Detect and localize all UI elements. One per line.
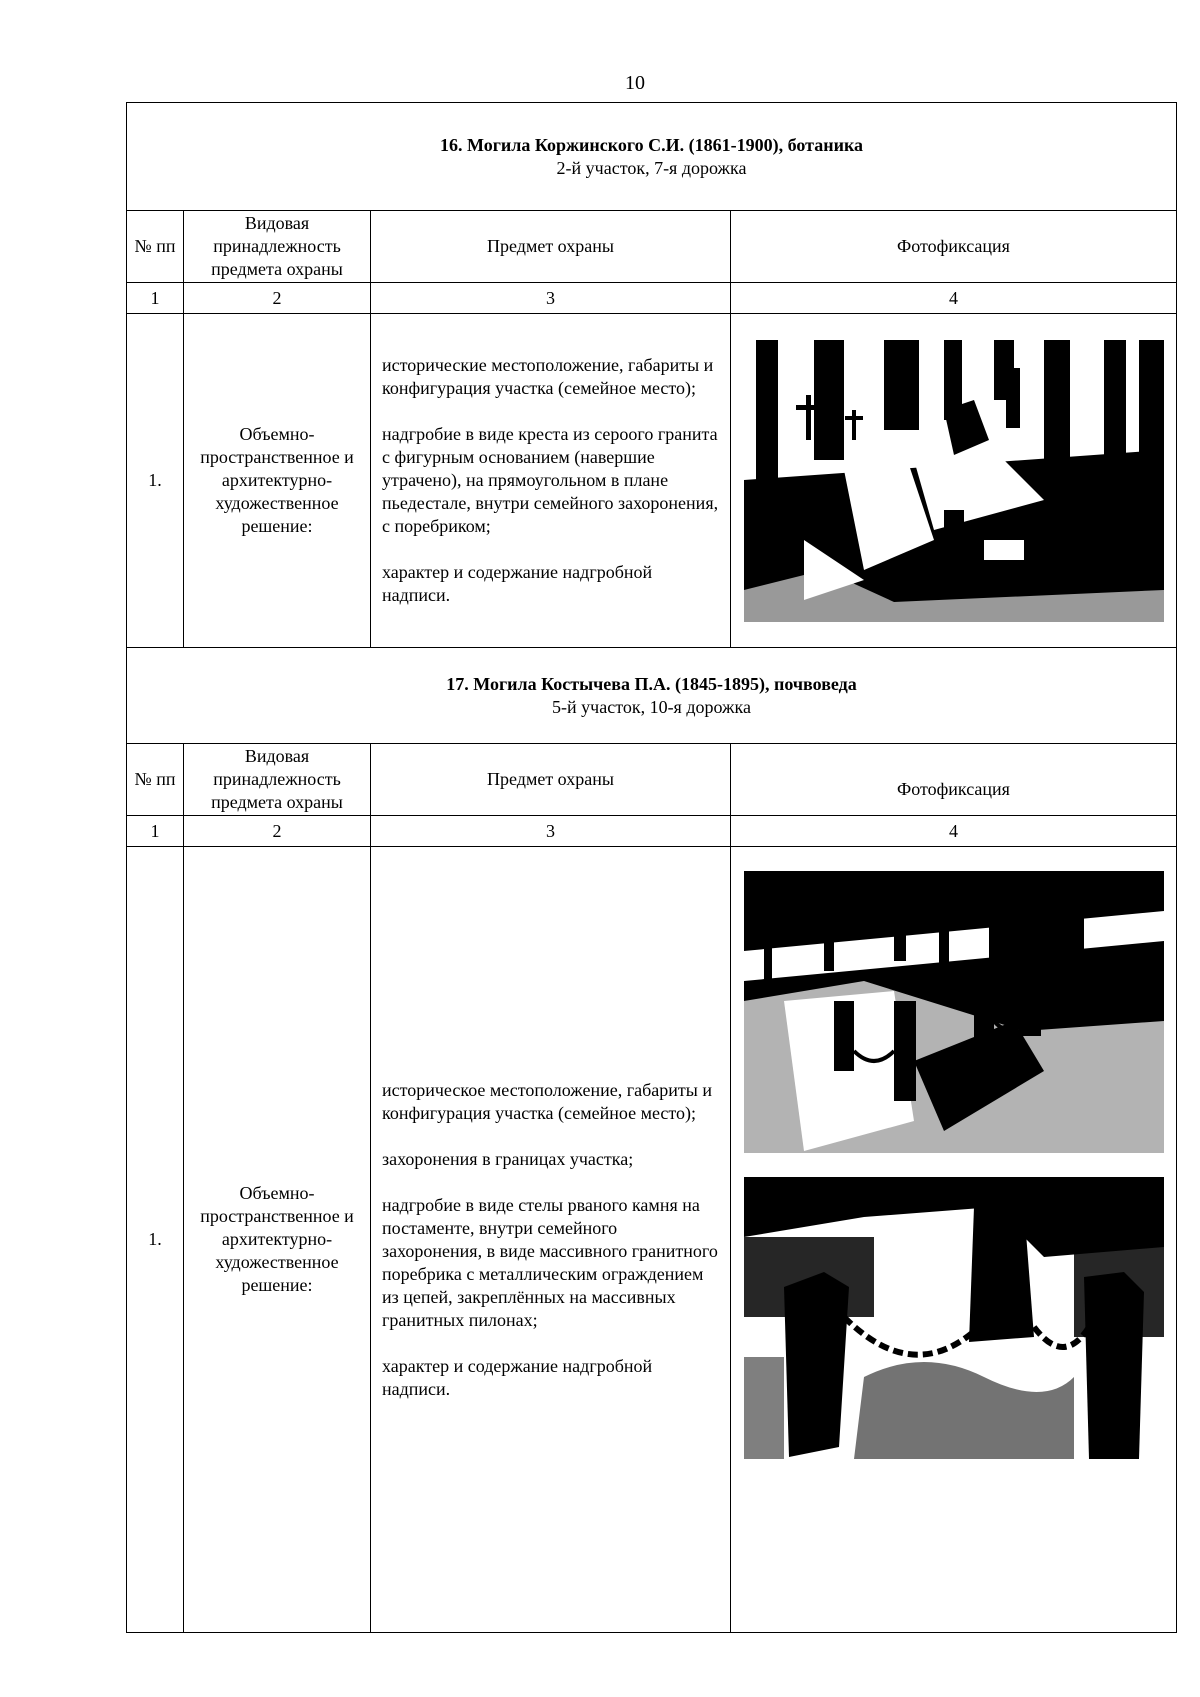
table-row — [127, 314, 1177, 648]
section-title-row — [127, 648, 1177, 744]
grave-photo — [744, 1177, 1164, 1459]
row-number: 1. — [127, 314, 184, 648]
index-row — [127, 283, 1177, 314]
index-2: 2 — [184, 816, 371, 847]
index-1: 1 — [127, 816, 184, 847]
row-number: 1. — [127, 847, 184, 1633]
section-title: 17. Могила Костычева П.А. (1845-1895), почвоведа — [446, 673, 857, 694]
index-1: 1 — [127, 283, 184, 314]
index-4: 4 — [731, 816, 1177, 847]
row-description — [371, 314, 731, 648]
section-title-row — [127, 103, 1177, 211]
description-item: характер и содержание надгробной надписи. — [382, 1355, 653, 1399]
table-row — [127, 847, 1177, 1633]
description-item: характер и содержание надгробной надписи. — [382, 562, 653, 605]
section-location: 5-й участок, 10-я дорожка — [552, 696, 751, 717]
photo-cell — [731, 314, 1177, 648]
index-4: 4 — [731, 283, 1177, 314]
description-item: надгробие в виде креста из сероого гранита с фигурным основанием (навершие утрачено), на прямоугольном в плане пьедестале, внутри семейного захоронения, с поребриком; — [382, 424, 719, 536]
header-num: № пп — [127, 744, 184, 816]
monuments-table — [126, 102, 1177, 1633]
header-num: № пп — [127, 211, 184, 283]
grave-photo — [744, 871, 1164, 1153]
grave-photo — [744, 340, 1164, 622]
section-title: 16. Могила Коржинского С.И. (1861-1900), ботаника — [439, 134, 864, 155]
header-row — [127, 211, 1177, 283]
index-3: 3 — [371, 816, 731, 847]
index-2: 2 — [184, 283, 371, 314]
header-row — [127, 744, 1177, 816]
header-photo: Фотофиксация — [731, 744, 1177, 816]
section-location: 2-й участок, 7-я дорожка — [556, 157, 747, 178]
description-item: исторические местоположение, габариты и конфигурация участка (семейное место); — [382, 355, 714, 398]
header-type: Видовая принадлежность предмета охраны — [184, 211, 371, 283]
row-type: Объемно-пространственное и архитектурно-художественное решение: — [184, 314, 371, 648]
section-title-cell — [127, 648, 1177, 744]
row-description — [371, 847, 731, 1633]
page-number: 10 — [625, 72, 645, 94]
header-subject: Предмет охраны — [371, 744, 731, 816]
section-title-cell — [127, 103, 1177, 211]
header-type: Видовая принадлежность предмета охраны — [184, 744, 371, 816]
description-item: надгробие в виде стелы рваного камня на постаменте, внутри семейного захоронения, в виде массивного гранитного поребрика с металлическим ограждением из цепей, закреплённых на массивных гранитных пилонах; — [382, 1194, 718, 1330]
photo-cell — [731, 847, 1177, 1633]
header-subject: Предмет охраны — [371, 211, 731, 283]
index-3: 3 — [371, 283, 731, 314]
row-type: Объемно-пространственное и архитектурно-художественное решение: — [184, 847, 371, 1633]
header-photo: Фотофиксация — [731, 211, 1177, 283]
description-item: историческое местоположение, габариты и конфигурация участка (семейное место); — [382, 1079, 712, 1123]
description-item: захоронения в границах участка; — [382, 1148, 634, 1169]
index-row — [127, 816, 1177, 847]
